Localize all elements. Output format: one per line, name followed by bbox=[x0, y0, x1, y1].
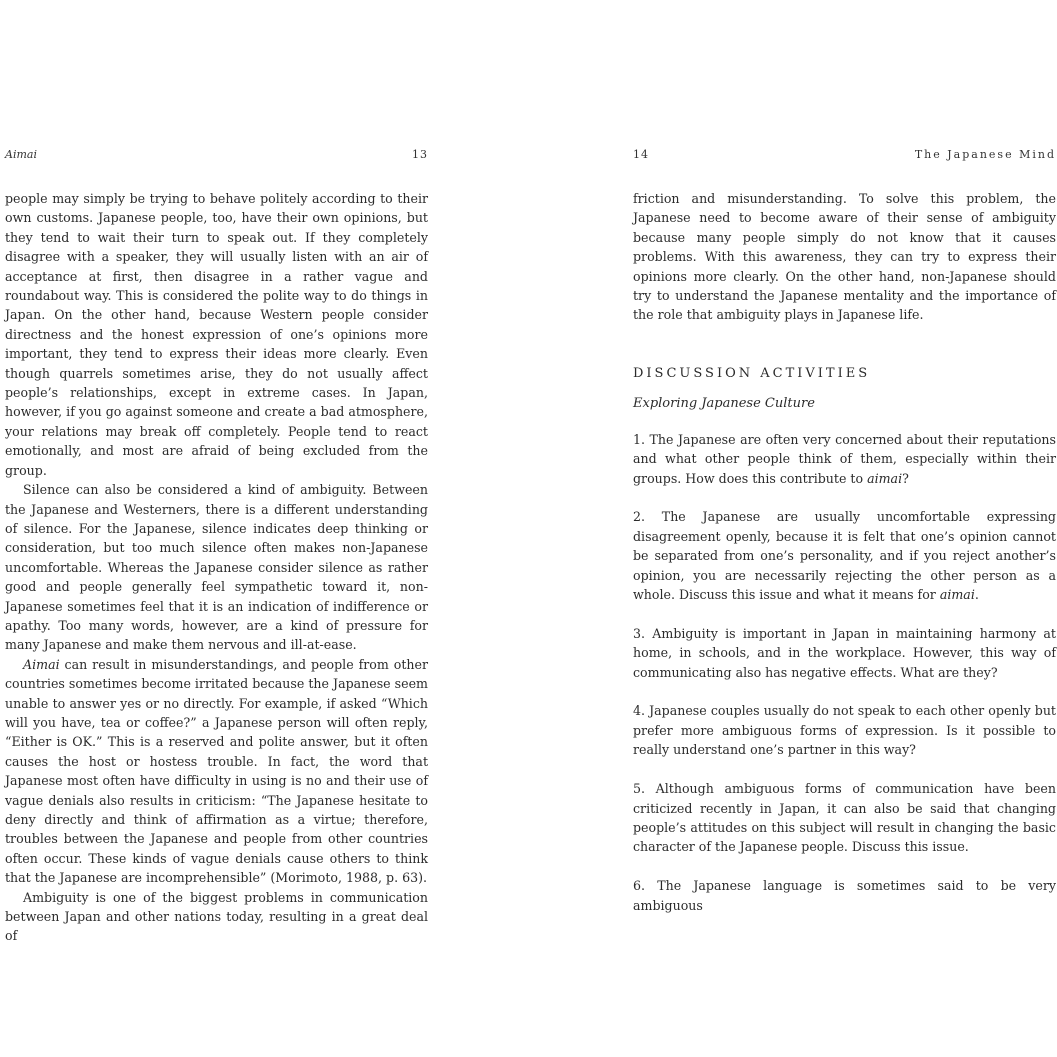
discussion-activities bbox=[633, 430, 1056, 915]
page-number: 14 bbox=[633, 148, 649, 161]
activity-item bbox=[633, 701, 1056, 759]
paragraph bbox=[5, 480, 428, 655]
left-body-text bbox=[5, 189, 428, 946]
activity-italic-term: aimai bbox=[867, 470, 903, 486]
activity-italic-term: aimai bbox=[939, 587, 975, 603]
activity-text: 3. Ambiguity is important in Japan in maintaining harmony at home, in schools, and in the workplace. However, this way of communicating also has negative effects. What are they? bbox=[633, 625, 1056, 680]
paragraph bbox=[633, 189, 1056, 325]
paragraph bbox=[5, 189, 428, 480]
right-page bbox=[633, 148, 1056, 934]
paragraph-text: friction and misunderstanding. To solve this problem, the Japanese need to become aware of their sense of ambiguity because many people simply do not know that it causes problems. With this awareness, they can try to express their opinions more clearly. On the other hand, non-Japanese should try to understand the Japanese mentality and the importance of the role that ambiguity plays in Japanese life. bbox=[633, 191, 1056, 323]
activity-text: 2. The Japanese are usually uncomfortable expressing disagreement openly, because it is felt that one’s opinion cannot be separated from one’s personality, and if you reject another’s opinion, you are necessarily rejecting the other person as a whole. Discuss this issue and what it means for bbox=[633, 509, 1056, 603]
paragraph bbox=[5, 655, 428, 888]
left-page-header bbox=[5, 148, 428, 172]
section-title: DISCUSSION ACTIVITIES bbox=[633, 365, 871, 381]
running-head: Aimai bbox=[5, 148, 37, 161]
paragraph-text: people may simply be trying to behave politely according to their own customs. Japanese people, too, have their own opinions, but they tend to wait their turn to speak out. If they completely disagree with a speaker, they will usually listen with an air of acceptance at first, then disagree in a rather vague and roundabout way. This is considered the polite way to do things in Japan. On the other hand, because Western people consider directness and the honest expression of one’s opinions more important, they tend to express their ideas more clearly. Even though quarrels sometimes arise, they do not usually affect people’s relationships, except in extreme cases. In Japan, however, if you go against someone and create a bad atmosphere, your relations may break off completely. People tend to react emotionally, and most are afraid of being excluded from the group. bbox=[5, 191, 428, 478]
activity-item bbox=[633, 507, 1056, 604]
left-page bbox=[5, 148, 428, 946]
activity-text: . bbox=[974, 587, 979, 603]
activity-text: 1. The Japanese are often very concerned about their reputations and what other people think of them, especially within their groups. How does this contribute to bbox=[633, 431, 1056, 486]
page-number: 13 bbox=[412, 148, 428, 161]
activity-item bbox=[633, 876, 1056, 915]
activity-text: 4. Japanese couples usually do not speak to each other openly but prefer more ambiguous forms of expression. Is it possible to really understand one’s partner in this way? bbox=[633, 703, 1056, 758]
paragraph bbox=[5, 888, 428, 946]
paragraph-text: Ambiguity is one of the biggest problems in communication between Japan and other nations today, resulting in a great deal of bbox=[5, 889, 428, 944]
activity-text: 5. Although ambiguous forms of communication have been criticized recently in Japan, it can also be said that changing people’s attitudes on this subject will result in changing the basic character of the Japanese people. Discuss this issue. bbox=[633, 781, 1056, 855]
activity-item bbox=[633, 779, 1056, 857]
right-body-text bbox=[633, 189, 1056, 325]
paragraph-text: Silence can also be considered a kind of ambiguity. Between the Japanese and Westerners, there is a different understanding of silence. For the Japanese, silence indicates deep thinking or consideration, but too much silence often makes non-Japanese uncomfortable. Whereas the Japanese consider silence as rather good and people generally feel sympathetic toward it, non-Japanese sometimes feel that it is an indication of indifference or apathy. Too many words, however, are a kind of pressure for many Japanese and make them nervous and ill-at-ease. bbox=[5, 482, 428, 653]
paragraph-text: can result in misunderstandings, and people from other countries sometimes become irritated because the Japanese seem unable to answer yes or no directly. For example, if asked “Which will you have, tea or coffee?” a Japanese person will often reply, “Either is OK.” This is a reserved and polite answer, but it often causes the host or hostess trouble. In fact, the word that Japanese most often have difficulty in using is no and their use of vague denials also results in criticism: “The Japanese hesitate to deny directly and think of affirmation as a virtue; therefore, troubles between the Japanese and people from other countries often occur. These kinds of vague denials cause others to think that the Japanese are incomprehensible” (Morimoto, 1988, p. 63). bbox=[5, 656, 428, 886]
activity-text: 6. The Japanese language is sometimes said to be very ambiguous bbox=[633, 878, 1056, 913]
running-head: The Japanese Mind bbox=[914, 148, 1056, 161]
activity-text: ? bbox=[902, 470, 909, 486]
subsection-title: Exploring Japanese Culture bbox=[633, 395, 815, 411]
activity-item bbox=[633, 430, 1056, 488]
paragraph-italic-term: Aimai bbox=[23, 656, 60, 672]
activity-item bbox=[633, 624, 1056, 682]
right-page-header bbox=[633, 148, 1056, 172]
